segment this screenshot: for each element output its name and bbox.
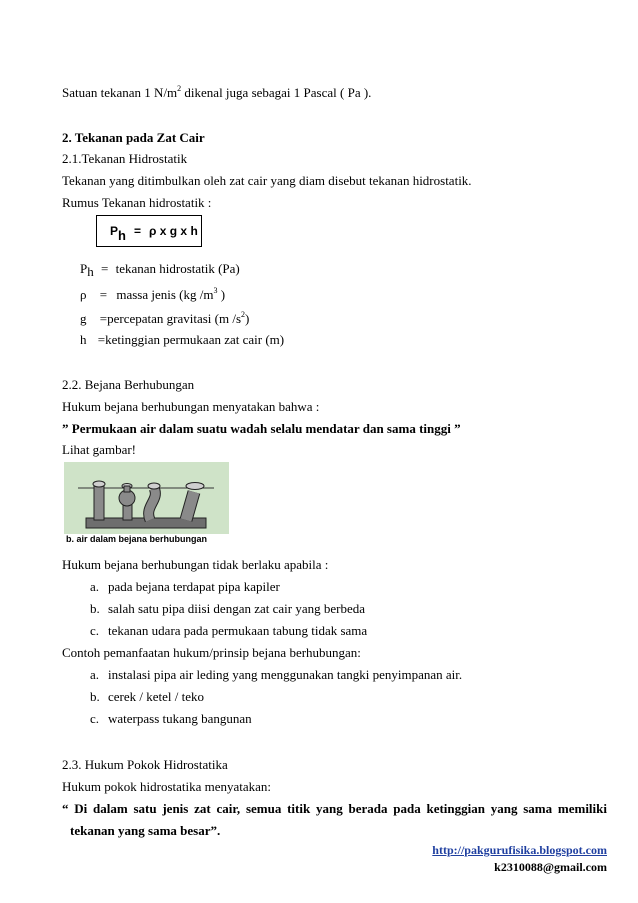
def-h: h =ketinggian permukaan zat cair (m) — [80, 332, 285, 347]
formula-sub: h — [118, 228, 126, 243]
formula-p: P — [110, 224, 119, 238]
formula-box — [96, 215, 202, 247]
footer-email: k2310088@gmail.com — [494, 860, 607, 874]
section-2-3-heading: 2.3. Hukum Pokok Hidrostatika — [62, 757, 228, 772]
not-apply-intro: Hukum bejana berhubungan tidak berlaku apabila : — [62, 557, 329, 572]
law-statement: ” Permukaan air dalam suatu wadah selalu mendatar dan sama tinggi ” — [62, 421, 461, 436]
footer-url-link[interactable]: http://pakgurufisika.blogspot.com — [432, 843, 607, 857]
list-item: c. waterpass tukang bangunan — [90, 711, 252, 726]
connected-vessels-figure — [64, 462, 229, 534]
list-item: c. tekanan udara pada permukaan tabung tidak sama — [90, 623, 368, 638]
connected-vessels-drawing — [64, 462, 229, 534]
figure-caption: b. air dalam bejana berhubungan — [66, 534, 208, 544]
section-2-2-heading: 2.2. Bejana Berhubungan — [62, 377, 195, 392]
list-item: a. instalasi pipa air leding yang menggunakan tangki penyimpanan air. — [90, 667, 463, 682]
section-2-1-heading: 2.1.Tekanan Hidrostatik — [62, 151, 188, 166]
see-figure: Lihat gambar! — [62, 442, 136, 457]
hydrostatics-intro: Hukum pokok hidrostatika menyatakan: — [62, 779, 272, 794]
formula-label: Rumus Tekanan hidrostatik : — [62, 195, 212, 210]
def-ph: Ph = tekanan hidrostatik (Pa) — [80, 261, 240, 279]
formula-rhs: ρ x g x h — [149, 224, 198, 238]
list-item: a. pada bejana terdapat pipa kapiler — [90, 579, 280, 594]
list-item: b. salah satu pipa diisi dengan zat cair yang berbeda — [90, 601, 366, 616]
intro-line: Satuan tekanan 1 $N/m^2$ dikenal juga sebagai 1 Pascal ( Pa ). — [62, 84, 372, 100]
law-intro: Hukum bejana berhubungan menyatakan bahwa : — [62, 399, 320, 414]
hydrostatics-law-line2: tekanan yang sama besar”. — [70, 823, 221, 838]
def-rho: ρ = massa jenis (kg $/m^3$ ) — [80, 286, 226, 302]
hydrostatics-law-line1: “ Di dalam satu jenis zat cair, semua titik yang berada pada ketinggian yang sama memiliki — [62, 801, 607, 816]
hydrostatic-definition: Tekanan yang ditimbulkan oleh zat cair yang diam disebut tekanan hidrostatik. — [62, 173, 472, 188]
def-g: g =percepatan gravitasi (m $/s^2$) — [80, 310, 250, 326]
list-item: b. cerek / ketel / teko — [90, 689, 205, 704]
section-2-heading: 2. Tekanan pada Zat Cair — [62, 130, 205, 145]
uses-intro: Contoh pemanfaatan hukum/prinsip bejana berhubungan: — [62, 645, 361, 660]
formula-eq: = — [134, 224, 142, 238]
